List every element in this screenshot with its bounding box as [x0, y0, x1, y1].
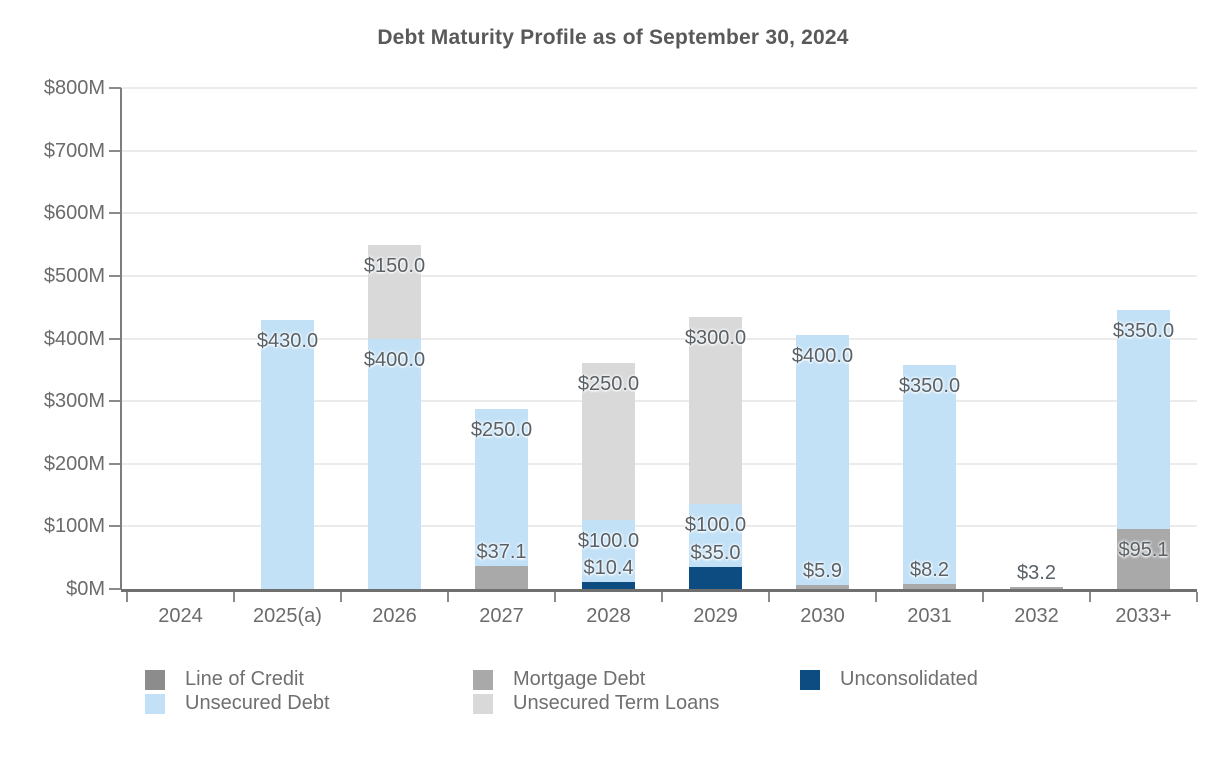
bar-value-label: $100.0 [577, 529, 640, 552]
legend-label: Mortgage Debt [513, 668, 646, 690]
y-tick-label: $800M [43, 77, 105, 99]
bar-value-label: $8.2 [910, 558, 949, 581]
gridline [121, 150, 1197, 152]
bar-value-label: $250.0 [470, 419, 533, 442]
x-tick-label: 2025(a) [253, 605, 322, 627]
legend-swatch [473, 694, 493, 714]
bar-segment [689, 567, 742, 589]
gridline [121, 87, 1197, 89]
bar-value-label: $400.0 [363, 348, 426, 371]
bar-value-label: $95.1 [1118, 539, 1169, 562]
legend-label: Line of Credit [185, 668, 304, 690]
y-tick-label: $0M [66, 578, 105, 600]
bar-value-label: $35.0 [690, 542, 741, 565]
legend-swatch [800, 670, 820, 690]
bar-value-label: $3.2 [1017, 561, 1056, 584]
x-axis-tick [233, 592, 235, 602]
legend-item [473, 668, 645, 691]
bar-segment [368, 339, 421, 590]
x-axis-tick [554, 592, 556, 602]
legend-label: Unconsolidated [840, 668, 978, 690]
legend-item [145, 692, 330, 715]
bar-value-label: $350.0 [898, 374, 961, 397]
bar-value-label: $100.0 [684, 514, 747, 537]
bar-value-label: $37.1 [476, 540, 527, 563]
y-tick-label: $100M [43, 515, 105, 538]
x-axis-tick [126, 592, 128, 602]
bar-value-label: $430.0 [256, 329, 319, 352]
bar-value-label: $150.0 [363, 254, 426, 277]
x-axis-tick [875, 592, 877, 602]
x-tick-label: 2028 [586, 605, 631, 627]
bar-segment [475, 566, 528, 589]
x-tick-label: 2024 [158, 605, 203, 627]
x-axis [121, 589, 1197, 592]
x-axis-tick [1196, 592, 1198, 602]
x-axis-tick [447, 592, 449, 602]
y-tick-label: $500M [43, 264, 105, 287]
gridline [121, 275, 1197, 277]
x-axis-tick [661, 592, 663, 602]
x-tick-label: 2030 [800, 605, 845, 627]
y-tick-label: $200M [43, 452, 105, 475]
y-tick-label: $400M [43, 327, 105, 350]
legend-item [145, 668, 304, 691]
x-tick-label: 2027 [479, 605, 524, 627]
y-tick-label: $600M [43, 202, 105, 225]
x-axis-tick [768, 592, 770, 602]
x-axis-tick [982, 592, 984, 602]
legend-swatch [145, 694, 165, 714]
legend-label: Unsecured Debt [185, 692, 330, 714]
bar-segment [261, 320, 314, 589]
x-axis-tick [1089, 592, 1091, 602]
bar-segment [582, 582, 635, 589]
bar-value-label: $350.0 [1112, 320, 1175, 343]
x-tick-label: 2031 [907, 605, 952, 627]
gridline [121, 212, 1197, 214]
legend-label: Unsecured Term Loans [513, 692, 720, 714]
bar-segment [796, 335, 849, 586]
y-tick-label: $700M [43, 139, 105, 162]
x-axis-tick [340, 592, 342, 602]
legend-swatch [473, 670, 493, 690]
x-tick-label: 2026 [372, 605, 417, 627]
x-tick-label: 2033+ [1115, 605, 1172, 627]
legend-item [473, 692, 719, 715]
y-tick-label: $300M [43, 390, 105, 413]
legend-swatch [145, 670, 165, 690]
bar-value-label: $250.0 [577, 373, 640, 396]
x-tick-label: 2032 [1014, 605, 1059, 627]
bar-value-label: $300.0 [684, 326, 747, 349]
bar-value-label: $5.9 [803, 560, 842, 583]
legend-item [800, 668, 978, 691]
chart-title: Debt Maturity Profile as of September 30, 2024 [377, 26, 849, 49]
bar-value-label: $400.0 [791, 344, 854, 367]
y-axis [120, 88, 122, 589]
x-tick-label: 2029 [693, 605, 738, 627]
bar-value-label: $10.4 [583, 557, 634, 580]
